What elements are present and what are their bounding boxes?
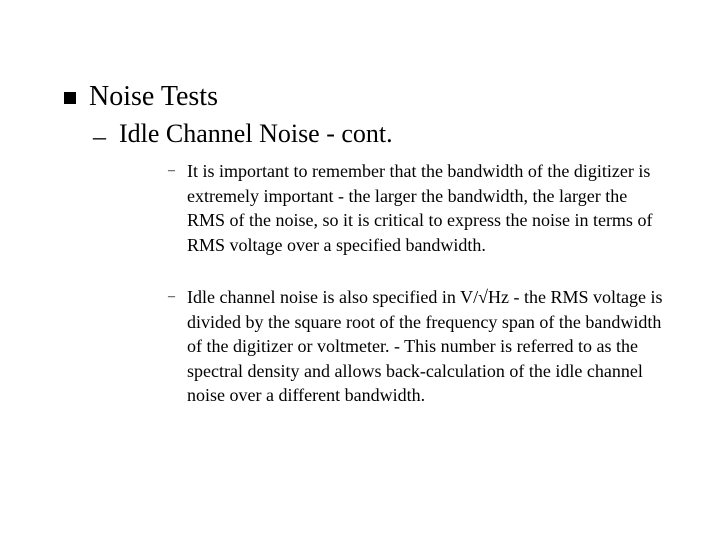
bullet-text: It is important to remember that the bandwidth of the digitizer is extremely important - the larger the bandwidth, the larger the RMS of the noise, so it is critical to express the noise in terms of RMS voltage over a specified bandwidth.: [187, 161, 653, 255]
slide-subheading: Idle Channel Noise - cont.: [119, 119, 393, 148]
dash-bullet-icon: –: [168, 289, 175, 304]
list-item: [168, 285, 668, 408]
slide-heading: Noise Tests: [89, 81, 218, 112]
subheading-dash-icon: –: [93, 122, 106, 151]
dash-bullet-icon: –: [168, 163, 175, 178]
bullet-text: Idle channel noise is also specified in V/√Hz - the RMS voltage is divided by the square root of the frequency span of the bandwidth of the digitizer or voltmeter. - This number is referred to as the spectral density and allows back-calculation of the idle channel noise over a different bandwidth.: [187, 287, 663, 405]
list-item: [168, 159, 668, 257]
square-bullet-icon: [64, 92, 76, 104]
